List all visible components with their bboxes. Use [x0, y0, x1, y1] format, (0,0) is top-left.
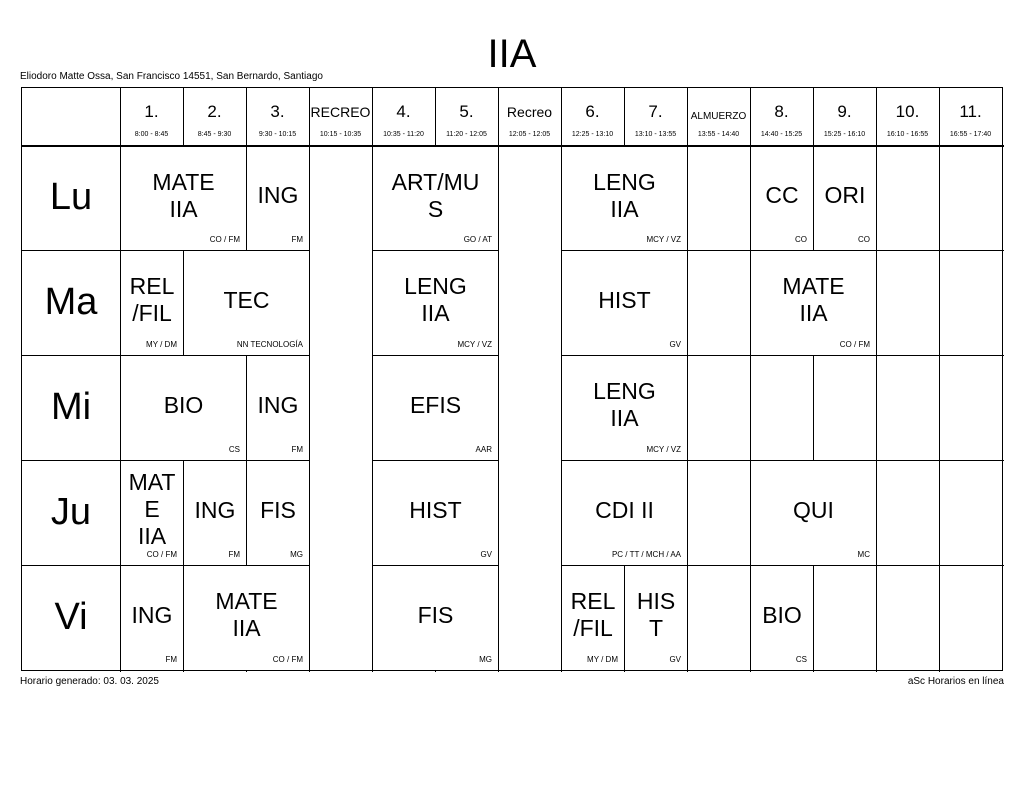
- period-time: 15:25 - 16:10: [823, 131, 866, 138]
- lesson-card[interactable]: [562, 356, 687, 460]
- lesson-subject: QUI: [793, 496, 834, 523]
- period-time: 10:15 - 10:35: [319, 131, 362, 138]
- lesson-teacher: GO / AT: [463, 235, 492, 244]
- lesson-subject: LENG IIA: [404, 273, 467, 326]
- lesson-subject: HIS T: [636, 588, 676, 641]
- lesson-card[interactable]: [247, 147, 309, 250]
- period-header: [561, 88, 624, 145]
- lesson-subject: MATE IIA: [215, 588, 278, 641]
- lesson-teacher: CO / FM: [272, 655, 303, 664]
- brand-label: aSc Horarios en línea: [907, 676, 1004, 687]
- lesson-teacher: CO / FM: [209, 235, 240, 244]
- period-header: [498, 88, 561, 145]
- break-column: [310, 147, 372, 670]
- day-label: Lu: [49, 176, 93, 218]
- grid-column-line: [939, 88, 940, 672]
- period-time: 11:20 - 12:05: [446, 131, 487, 138]
- period-header: [372, 88, 435, 145]
- lesson-teacher: CO: [795, 235, 807, 244]
- generated-date: Horario generado: 03. 03. 2025: [20, 676, 159, 687]
- day-label: Mi: [50, 386, 92, 428]
- lesson-teacher: MC: [857, 550, 870, 559]
- lesson-teacher: CS: [795, 655, 807, 664]
- period-label: 9.: [837, 102, 852, 121]
- lesson-card[interactable]: [121, 356, 246, 460]
- lesson-card[interactable]: [625, 566, 687, 670]
- page-title: IIA: [487, 32, 537, 76]
- period-time: 8:45 - 9:30: [197, 131, 232, 138]
- period-time: 14:40 - 15:25: [760, 131, 803, 138]
- lesson-subject: CDI II: [595, 496, 654, 523]
- period-label: 6.: [585, 102, 600, 121]
- lesson-subject: MATE IIA: [782, 273, 845, 326]
- day-label: Vi: [54, 596, 88, 638]
- lesson-subject: BIO: [762, 601, 802, 628]
- period-header: [876, 88, 939, 145]
- lesson-card[interactable]: [121, 461, 183, 565]
- lesson-card[interactable]: [751, 566, 813, 670]
- lesson-card[interactable]: [814, 147, 876, 250]
- period-time: 12:05 - 12:05: [508, 131, 551, 138]
- lesson-subject: CC: [765, 182, 799, 208]
- lesson-subject: BIO: [163, 391, 204, 418]
- period-header: [813, 88, 876, 145]
- lesson-teacher: GV: [669, 655, 681, 664]
- lesson-subject: REL /FIL: [570, 588, 616, 641]
- period-header: [750, 88, 813, 145]
- day-label: Ju: [50, 491, 92, 533]
- period-header: [183, 88, 246, 145]
- lesson-card[interactable]: [247, 356, 309, 460]
- lesson-subject: MAT E IIA: [128, 469, 176, 549]
- period-header: [435, 88, 498, 145]
- period-label: 5.: [459, 102, 474, 121]
- lesson-card[interactable]: [751, 147, 813, 250]
- lesson-subject: ING: [194, 496, 236, 523]
- lesson-teacher: GV: [669, 340, 681, 349]
- lesson-subject: FIS: [417, 601, 454, 628]
- lesson-card[interactable]: [184, 251, 309, 355]
- period-label: ALMUERZO: [690, 111, 747, 122]
- lesson-card[interactable]: [373, 147, 498, 250]
- lesson-teacher: FM: [228, 550, 240, 559]
- lesson-teacher: AAR: [475, 445, 492, 454]
- day-label: Ma: [44, 281, 98, 323]
- lesson-subject: ING: [131, 601, 173, 628]
- lesson-teacher: MG: [290, 550, 303, 559]
- lesson-subject: LENG IIA: [593, 378, 656, 431]
- lesson-subject: ART/MU S: [391, 168, 480, 222]
- lesson-subject: HIST: [409, 496, 462, 523]
- lesson-card[interactable]: [373, 356, 498, 460]
- period-time: 10:35 - 11:20: [383, 131, 424, 138]
- lesson-subject: HIST: [598, 286, 651, 313]
- period-time: 13:55 - 14:40: [697, 131, 740, 138]
- lesson-subject: ING: [257, 182, 299, 208]
- lesson-subject: EFIS: [409, 391, 462, 418]
- lesson-subject: MATE IIA: [152, 168, 215, 222]
- period-label: 7.: [648, 102, 663, 121]
- lesson-teacher: MCY / VZ: [457, 340, 492, 349]
- lesson-card[interactable]: [247, 461, 309, 565]
- grid-column-line: [876, 88, 877, 672]
- lesson-subject: ING: [257, 391, 299, 418]
- lesson-teacher: CS: [228, 445, 240, 454]
- lesson-card[interactable]: [562, 566, 624, 670]
- lesson-teacher: NN TECNOLOGÍA: [236, 340, 303, 349]
- lesson-subject: REL /FIL: [129, 273, 175, 326]
- period-label: 2.: [207, 102, 222, 121]
- lesson-subject: ORI: [824, 182, 866, 208]
- timetable-grid: [21, 87, 1003, 671]
- period-label: 11.: [959, 102, 982, 121]
- lesson-teacher: CO: [858, 235, 870, 244]
- period-label: Recreo: [506, 104, 553, 120]
- grid-column-line: [687, 88, 688, 672]
- lesson-card[interactable]: [373, 251, 498, 355]
- lesson-card[interactable]: [184, 461, 246, 565]
- lesson-card[interactable]: [373, 461, 498, 565]
- lesson-subject: FIS: [260, 496, 296, 523]
- period-time: 16:10 - 16:55: [886, 131, 929, 138]
- period-header: [687, 88, 750, 145]
- school-address: Eliodoro Matte Ossa, San Francisco 14551, San Bernardo, Santiago: [20, 71, 323, 82]
- lesson-teacher: FM: [291, 235, 303, 244]
- lesson-card[interactable]: [184, 566, 309, 670]
- lesson-teacher: PC / TT / MCH / AA: [611, 550, 681, 559]
- lesson-card[interactable]: [373, 566, 498, 670]
- period-header: [246, 88, 309, 145]
- lesson-teacher: GV: [480, 550, 492, 559]
- lesson-teacher: MY / DM: [587, 655, 618, 664]
- lesson-card[interactable]: [121, 566, 183, 670]
- lesson-teacher: CO / FM: [146, 550, 177, 559]
- period-label: 4.: [396, 102, 411, 121]
- period-header: [120, 88, 183, 145]
- lesson-card[interactable]: [562, 147, 687, 250]
- period-time: 13:10 - 13:55: [634, 131, 677, 138]
- lesson-card[interactable]: [562, 251, 687, 355]
- period-time: 16:55 - 17:40: [949, 131, 992, 138]
- lesson-card[interactable]: [562, 461, 687, 565]
- lesson-teacher: MG: [479, 655, 492, 664]
- break-column: [499, 147, 561, 670]
- period-time: 9:30 - 10:15: [258, 131, 297, 138]
- lesson-card[interactable]: [121, 147, 246, 250]
- period-header: [939, 88, 1002, 145]
- lesson-teacher: MY / DM: [146, 340, 177, 349]
- period-label: 3.: [270, 102, 285, 121]
- period-header: [309, 88, 372, 145]
- lesson-teacher: MCY / VZ: [646, 235, 681, 244]
- lesson-card[interactable]: [751, 251, 876, 355]
- lesson-card[interactable]: [121, 251, 183, 355]
- lesson-card[interactable]: [751, 461, 876, 565]
- period-header: [624, 88, 687, 145]
- lesson-subject: TEC: [223, 286, 270, 313]
- period-time: 12:25 - 13:10: [571, 131, 614, 138]
- lesson-teacher: FM: [291, 445, 303, 454]
- period-label: 1.: [144, 102, 159, 121]
- lesson-teacher: CO / FM: [839, 340, 870, 349]
- period-label: RECREO: [310, 104, 371, 120]
- lesson-subject: LENG IIA: [593, 168, 656, 222]
- lesson-teacher: FM: [165, 655, 177, 664]
- lesson-teacher: MCY / VZ: [646, 445, 681, 454]
- period-time: 8:00 - 8:45: [134, 131, 169, 138]
- period-label: 10.: [895, 102, 920, 121]
- period-label: 8.: [774, 102, 789, 121]
